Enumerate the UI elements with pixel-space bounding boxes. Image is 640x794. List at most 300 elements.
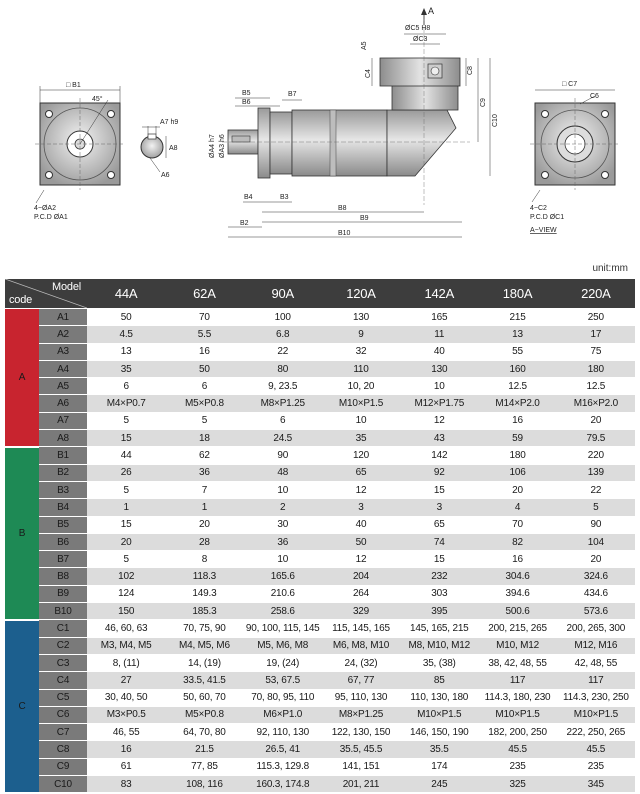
code-cell-b2: B2 <box>39 464 87 481</box>
value-cell: 35.5 <box>400 741 478 758</box>
table-row <box>5 360 635 377</box>
value-cell: 77, 85 <box>165 758 243 775</box>
value-cell: 65 <box>400 516 478 533</box>
value-cell: 115.3, 129.8 <box>244 758 322 775</box>
value-cell: 12 <box>322 551 400 568</box>
label-a-view: A−VIEW <box>530 227 557 234</box>
value-cell: 5 <box>557 499 635 516</box>
value-cell: 245 <box>400 776 478 793</box>
value-cell: 149.3 <box>165 585 243 602</box>
value-cell: 5 <box>165 412 243 429</box>
code-cell-c5: C5 <box>39 689 87 706</box>
value-cell: 38, 42, 48, 55 <box>478 654 556 671</box>
table-row <box>5 309 635 326</box>
value-cell: M6×P1.0 <box>244 706 322 723</box>
value-cell: 92, 110, 130 <box>244 724 322 741</box>
value-cell: M5×P0.8 <box>165 706 243 723</box>
label-a1: P.C.D ØA1 <box>34 214 68 221</box>
table-row <box>5 758 635 775</box>
code-cell-c2: C2 <box>39 637 87 654</box>
label-b6: B6 <box>242 99 251 106</box>
value-cell: 20 <box>87 533 165 550</box>
value-cell: 122, 130, 150 <box>322 724 400 741</box>
value-cell: 35 <box>322 430 400 447</box>
label-c1: P.C.D ØC1 <box>530 214 565 221</box>
value-cell: 12.5 <box>478 378 556 395</box>
value-cell: 20 <box>165 516 243 533</box>
code-cell-a8: A8 <box>39 430 87 447</box>
table-row <box>5 776 635 793</box>
value-cell: 324.6 <box>557 568 635 585</box>
code-cell-b8: B8 <box>39 568 87 585</box>
code-cell-b5: B5 <box>39 516 87 533</box>
label-c8: C8 <box>467 66 474 75</box>
value-cell: 4 <box>478 499 556 516</box>
code-cell-b6: B6 <box>39 533 87 550</box>
value-cell: 3 <box>322 499 400 516</box>
value-cell: 65 <box>322 464 400 481</box>
code-cell-b3: B3 <box>39 481 87 498</box>
label-b5: B5 <box>242 90 251 97</box>
group-cell-b: B <box>5 447 39 620</box>
dimension-table <box>5 279 635 794</box>
value-cell: M12, M16 <box>557 637 635 654</box>
value-cell: 12 <box>400 412 478 429</box>
code-cell-c7: C7 <box>39 724 87 741</box>
value-cell: 180 <box>557 360 635 377</box>
label-angle: 45° <box>92 96 103 103</box>
value-cell: 18 <box>165 430 243 447</box>
unit-label: unit:mm <box>592 263 628 274</box>
table-row <box>5 672 635 689</box>
header-model-label: Model <box>52 281 81 293</box>
value-cell: 32 <box>322 343 400 360</box>
value-cell: 110, 130, 180 <box>400 689 478 706</box>
label-b10: B10 <box>338 230 351 237</box>
value-cell: 59 <box>478 430 556 447</box>
value-cell: 232 <box>400 568 478 585</box>
label-b2: B2 <box>240 220 249 227</box>
value-cell: 16 <box>478 412 556 429</box>
a-view <box>530 81 620 234</box>
value-cell: 150 <box>87 603 165 620</box>
value-cell: 15 <box>400 481 478 498</box>
value-cell: 16 <box>478 551 556 568</box>
value-cell: 35.5, 45.5 <box>322 741 400 758</box>
value-cell: 9, 23.5 <box>244 378 322 395</box>
table-header-row <box>5 279 635 309</box>
value-cell: 500.6 <box>478 603 556 620</box>
value-cell: 82 <box>478 533 556 550</box>
model-header-90a: 90A <box>244 279 322 309</box>
value-cell: 2 <box>244 499 322 516</box>
value-cell: 90 <box>557 516 635 533</box>
value-cell: 27 <box>87 672 165 689</box>
value-cell: 325 <box>478 776 556 793</box>
value-cell: M8×P1.25 <box>322 706 400 723</box>
value-cell: M8×P1.25 <box>244 395 322 412</box>
value-cell: 5.5 <box>165 326 243 343</box>
code-cell-c10: C10 <box>39 776 87 793</box>
label-b1: □ B1 <box>66 82 81 89</box>
label-c7: □ C7 <box>562 81 578 88</box>
value-cell: 16 <box>87 741 165 758</box>
value-cell: 20 <box>478 481 556 498</box>
model-header-62a: 62A <box>165 279 243 309</box>
value-cell: 12.5 <box>557 378 635 395</box>
value-cell: 100 <box>244 309 322 326</box>
value-cell: 45.5 <box>478 741 556 758</box>
value-cell: 6 <box>244 412 322 429</box>
header-code-label: code <box>9 294 33 306</box>
value-cell: 40 <box>400 343 478 360</box>
value-cell: 141, 151 <box>322 758 400 775</box>
value-cell: 222, 250, 265 <box>557 724 635 741</box>
value-cell: 145, 165, 215 <box>400 620 478 637</box>
value-cell: 83 <box>87 776 165 793</box>
value-cell: 44 <box>87 447 165 464</box>
value-cell: 3 <box>400 499 478 516</box>
value-cell: 258.6 <box>244 603 322 620</box>
label-b4: B4 <box>244 194 253 201</box>
value-cell: 114.3, 180, 230 <box>478 689 556 706</box>
label-b3: B3 <box>280 194 289 201</box>
value-cell: 16 <box>165 343 243 360</box>
value-cell: 64, 70, 80 <box>165 724 243 741</box>
code-cell-b7: B7 <box>39 551 87 568</box>
label-a6: A6 <box>161 172 170 179</box>
value-cell: 15 <box>87 516 165 533</box>
code-cell-c6: C6 <box>39 706 87 723</box>
value-cell: 250 <box>557 309 635 326</box>
value-cell: 10 <box>244 481 322 498</box>
value-cell: 24, (32) <box>322 654 400 671</box>
value-cell: 50 <box>87 309 165 326</box>
table-row <box>5 378 635 395</box>
value-cell: 215 <box>478 309 556 326</box>
table-row <box>5 499 635 516</box>
value-cell: 118.3 <box>165 568 243 585</box>
value-cell: 28 <box>165 533 243 550</box>
label-c2: 4−C2 <box>530 205 547 212</box>
table-row <box>5 343 635 360</box>
value-cell: 70, 75, 90 <box>165 620 243 637</box>
value-cell: 7 <box>165 481 243 498</box>
value-cell: M6, M8, M10 <box>322 637 400 654</box>
table-row <box>5 706 635 723</box>
value-cell: 8, (11) <box>87 654 165 671</box>
code-cell-b4: B4 <box>39 499 87 516</box>
table-row <box>5 637 635 654</box>
value-cell: M10×P1.5 <box>478 706 556 723</box>
value-cell: 14, (19) <box>165 654 243 671</box>
header-corner-cell <box>5 279 87 309</box>
label-b8: B8 <box>338 205 347 212</box>
value-cell: 85 <box>400 672 478 689</box>
value-cell: 17 <box>557 326 635 343</box>
value-cell: 50, 60, 70 <box>165 689 243 706</box>
model-header-220a: 220A <box>557 279 635 309</box>
table-row <box>5 620 635 637</box>
value-cell: 102 <box>87 568 165 585</box>
value-cell: 6 <box>165 378 243 395</box>
value-cell: 329 <box>322 603 400 620</box>
value-cell: 5 <box>87 551 165 568</box>
table-row <box>5 326 635 343</box>
value-cell: 67, 77 <box>322 672 400 689</box>
value-cell: 15 <box>400 551 478 568</box>
label-c3: ØC3 <box>413 36 428 43</box>
code-cell-a6: A6 <box>39 395 87 412</box>
table-row <box>5 551 635 568</box>
value-cell: 139 <box>557 464 635 481</box>
value-cell: M5×P0.8 <box>165 395 243 412</box>
value-cell: 5 <box>87 412 165 429</box>
value-cell: 6.8 <box>244 326 322 343</box>
value-cell: 10 <box>322 412 400 429</box>
table-row <box>5 724 635 741</box>
value-cell: 20 <box>557 551 635 568</box>
value-cell: 19, (24) <box>244 654 322 671</box>
code-cell-b9: B9 <box>39 585 87 602</box>
value-cell: 50 <box>165 360 243 377</box>
value-cell: 130 <box>400 360 478 377</box>
code-cell-a7: A7 <box>39 412 87 429</box>
label-c5: ØC5 H8 <box>405 25 431 32</box>
value-cell: 90 <box>244 447 322 464</box>
gearbox-side-view <box>209 6 499 237</box>
value-cell: 43 <box>400 430 478 447</box>
table-row <box>5 603 635 620</box>
table-row <box>5 412 635 429</box>
value-cell: 48 <box>244 464 322 481</box>
value-cell: 75 <box>557 343 635 360</box>
value-cell: 160.3, 174.8 <box>244 776 322 793</box>
value-cell: 185.3 <box>165 603 243 620</box>
label-a4: ØA4 h7 <box>209 134 216 158</box>
value-cell: 345 <box>557 776 635 793</box>
value-cell: 80 <box>244 360 322 377</box>
value-cell: 36 <box>244 533 322 550</box>
code-cell-b1: B1 <box>39 447 87 464</box>
label-a5: A5 <box>361 41 368 50</box>
value-cell: M10×P1.5 <box>322 395 400 412</box>
value-cell: 4.5 <box>87 326 165 343</box>
table-row <box>5 533 635 550</box>
value-cell: 46, 60, 63 <box>87 620 165 637</box>
value-cell: 79.5 <box>557 430 635 447</box>
value-cell: 220 <box>557 447 635 464</box>
value-cell: 50 <box>322 533 400 550</box>
value-cell: 434.6 <box>557 585 635 602</box>
value-cell: 30, 40, 50 <box>87 689 165 706</box>
label-c10: C10 <box>492 114 499 127</box>
value-cell: 104 <box>557 533 635 550</box>
table-row <box>5 654 635 671</box>
code-cell-c1: C1 <box>39 620 87 637</box>
value-cell: 304.6 <box>478 568 556 585</box>
value-cell: 115, 145, 165 <box>322 620 400 637</box>
value-cell: 5 <box>87 481 165 498</box>
value-cell: 108, 116 <box>165 776 243 793</box>
value-cell: M5, M6, M8 <box>244 637 322 654</box>
label-arrow-a: A <box>428 6 435 16</box>
value-cell: M16×P2.0 <box>557 395 635 412</box>
value-cell: 15 <box>87 430 165 447</box>
group-cell-a: A <box>5 309 39 447</box>
value-cell: 124 <box>87 585 165 602</box>
value-cell: 92 <box>400 464 478 481</box>
value-cell: 70 <box>478 516 556 533</box>
value-cell: 180 <box>478 447 556 464</box>
value-cell: 10 <box>244 551 322 568</box>
label-c9: C9 <box>480 98 487 107</box>
value-cell: 21.5 <box>165 741 243 758</box>
value-cell: 10 <box>400 378 478 395</box>
value-cell: M10×P1.5 <box>557 706 635 723</box>
value-cell: M8, M10, M12 <box>400 637 478 654</box>
value-cell: 160 <box>478 360 556 377</box>
label-c4: C4 <box>365 69 372 78</box>
code-cell-c9: C9 <box>39 758 87 775</box>
table-row <box>5 689 635 706</box>
table-row <box>5 516 635 533</box>
group-cell-c: C <box>5 620 39 793</box>
value-cell: 35, (38) <box>400 654 478 671</box>
value-cell: M4×P0.7 <box>87 395 165 412</box>
value-cell: M10×P1.5 <box>400 706 478 723</box>
value-cell: 20 <box>557 412 635 429</box>
value-cell: 204 <box>322 568 400 585</box>
value-cell: 182, 200, 250 <box>478 724 556 741</box>
value-cell: 42, 48, 55 <box>557 654 635 671</box>
value-cell: 235 <box>478 758 556 775</box>
code-cell-b10: B10 <box>39 603 87 620</box>
value-cell: 13 <box>87 343 165 360</box>
value-cell: 70, 80, 95, 110 <box>244 689 322 706</box>
label-a3: ØA3 h6 <box>219 134 226 158</box>
value-cell: 117 <box>478 672 556 689</box>
model-header-44a: 44A <box>87 279 165 309</box>
value-cell: 9 <box>322 326 400 343</box>
value-cell: 36 <box>165 464 243 481</box>
model-header-120a: 120A <box>322 279 400 309</box>
value-cell: 106 <box>478 464 556 481</box>
value-cell: 6 <box>87 378 165 395</box>
value-cell: M14×P2.0 <box>478 395 556 412</box>
code-cell-c8: C8 <box>39 741 87 758</box>
value-cell: 46, 55 <box>87 724 165 741</box>
value-cell: 40 <box>322 516 400 533</box>
label-b7: B7 <box>288 91 297 98</box>
table-row <box>5 464 635 481</box>
value-cell: 33.5, 41.5 <box>165 672 243 689</box>
value-cell: 70 <box>165 309 243 326</box>
code-cell-c4: C4 <box>39 672 87 689</box>
table-row <box>5 395 635 412</box>
model-header-180a: 180A <box>478 279 556 309</box>
value-cell: 117 <box>557 672 635 689</box>
value-cell: 13 <box>478 326 556 343</box>
value-cell: 573.6 <box>557 603 635 620</box>
value-cell: 12 <box>322 481 400 498</box>
value-cell: 95, 110, 130 <box>322 689 400 706</box>
value-cell: 74 <box>400 533 478 550</box>
label-a7h9: A7 h9 <box>160 119 179 126</box>
value-cell: 11 <box>400 326 478 343</box>
flange-front-view <box>34 82 125 221</box>
table-row <box>5 447 635 464</box>
value-cell: 200, 265, 300 <box>557 620 635 637</box>
value-cell: 53, 67.5 <box>244 672 322 689</box>
value-cell: M4, M5, M6 <box>165 637 243 654</box>
label-a8: A8 <box>169 145 178 152</box>
table-row <box>5 585 635 602</box>
shaft-key-view <box>141 119 178 179</box>
value-cell: 61 <box>87 758 165 775</box>
value-cell: M3×P0.5 <box>87 706 165 723</box>
code-cell-a5: A5 <box>39 378 87 395</box>
value-cell: 30 <box>244 516 322 533</box>
value-cell: 120 <box>322 447 400 464</box>
technical-drawing <box>0 0 640 255</box>
code-cell-a1: A1 <box>39 309 87 326</box>
value-cell: 24.5 <box>244 430 322 447</box>
value-cell: 200, 215, 265 <box>478 620 556 637</box>
value-cell: 235 <box>557 758 635 775</box>
value-cell: 22 <box>557 481 635 498</box>
value-cell: 210.6 <box>244 585 322 602</box>
value-cell: 1 <box>87 499 165 516</box>
label-c6: C6 <box>590 93 599 100</box>
code-cell-a3: A3 <box>39 343 87 360</box>
table-row <box>5 568 635 585</box>
value-cell: M12×P1.75 <box>400 395 478 412</box>
value-cell: 146, 150, 190 <box>400 724 478 741</box>
value-cell: 165 <box>400 309 478 326</box>
value-cell: 90, 100, 115, 145 <box>244 620 322 637</box>
value-cell: 1 <box>165 499 243 516</box>
value-cell: 22 <box>244 343 322 360</box>
code-cell-a4: A4 <box>39 360 87 377</box>
value-cell: 165.6 <box>244 568 322 585</box>
value-cell: 394.6 <box>478 585 556 602</box>
value-cell: 130 <box>322 309 400 326</box>
label-a2: 4−ØA2 <box>34 205 56 212</box>
value-cell: 114.3, 230, 250 <box>557 689 635 706</box>
table-row <box>5 430 635 447</box>
code-cell-c3: C3 <box>39 654 87 671</box>
value-cell: 110 <box>322 360 400 377</box>
value-cell: 264 <box>322 585 400 602</box>
value-cell: 35 <box>87 360 165 377</box>
value-cell: 10, 20 <box>322 378 400 395</box>
value-cell: M3, M4, M5 <box>87 637 165 654</box>
value-cell: 62 <box>165 447 243 464</box>
value-cell: 142 <box>400 447 478 464</box>
code-cell-a2: A2 <box>39 326 87 343</box>
value-cell: 201, 211 <box>322 776 400 793</box>
model-header-142a: 142A <box>400 279 478 309</box>
value-cell: 8 <box>165 551 243 568</box>
value-cell: 303 <box>400 585 478 602</box>
value-cell: 395 <box>400 603 478 620</box>
value-cell: 26.5, 41 <box>244 741 322 758</box>
value-cell: 45.5 <box>557 741 635 758</box>
value-cell: M10, M12 <box>478 637 556 654</box>
label-b9: B9 <box>360 215 369 222</box>
value-cell: 174 <box>400 758 478 775</box>
